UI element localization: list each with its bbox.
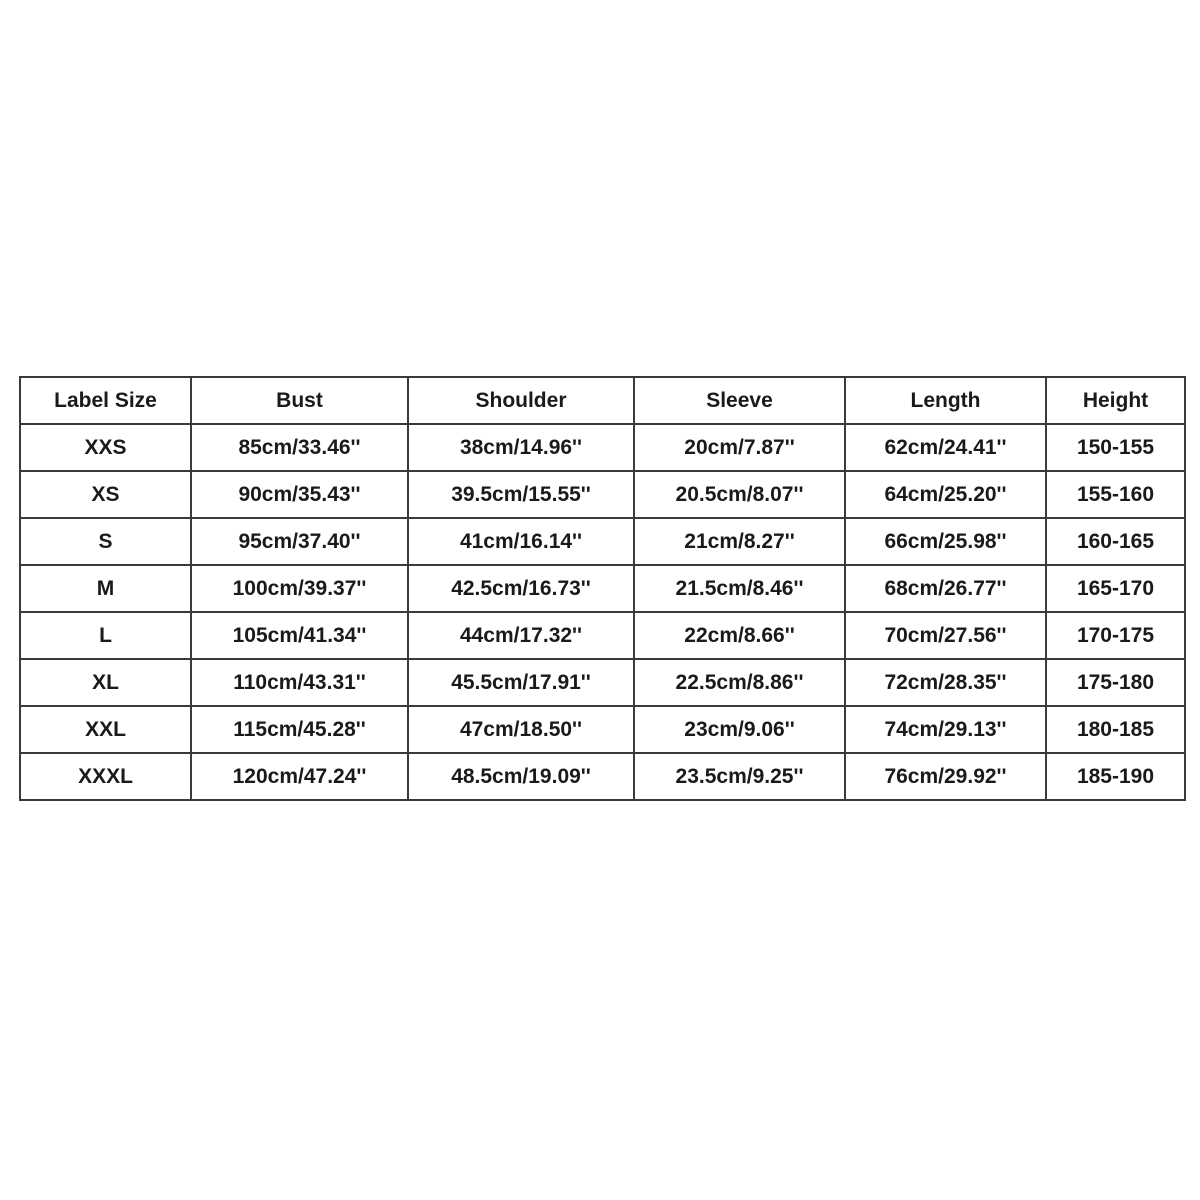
- cell-sleeve: 23.5cm/9.25'': [634, 753, 845, 800]
- table-row: [20, 565, 1185, 612]
- table-row: [20, 706, 1185, 753]
- cell-label-size: XXS: [20, 424, 191, 471]
- cell-height: 170-175: [1046, 612, 1185, 659]
- cell-shoulder: 39.5cm/15.55'': [408, 471, 634, 518]
- cell-label-size: XXL: [20, 706, 191, 753]
- header-sleeve: Sleeve: [634, 377, 845, 424]
- cell-shoulder: 47cm/18.50'': [408, 706, 634, 753]
- cell-shoulder: 48.5cm/19.09'': [408, 753, 634, 800]
- cell-height: 180-185: [1046, 706, 1185, 753]
- table-row: [20, 424, 1185, 471]
- table-row: [20, 612, 1185, 659]
- size-chart-table: [19, 376, 1186, 801]
- header-bust: Bust: [191, 377, 408, 424]
- cell-bust: 115cm/45.28'': [191, 706, 408, 753]
- cell-label-size: XXXL: [20, 753, 191, 800]
- cell-bust: 105cm/41.34'': [191, 612, 408, 659]
- cell-bust: 100cm/39.37'': [191, 565, 408, 612]
- cell-length: 76cm/29.92'': [845, 753, 1046, 800]
- cell-shoulder: 41cm/16.14'': [408, 518, 634, 565]
- cell-length: 72cm/28.35'': [845, 659, 1046, 706]
- cell-bust: 90cm/35.43'': [191, 471, 408, 518]
- cell-sleeve: 21cm/8.27'': [634, 518, 845, 565]
- header-label-size: Label Size: [20, 377, 191, 424]
- header-shoulder: Shoulder: [408, 377, 634, 424]
- cell-height: 160-165: [1046, 518, 1185, 565]
- cell-sleeve: 21.5cm/8.46'': [634, 565, 845, 612]
- cell-label-size: L: [20, 612, 191, 659]
- table-row: [20, 753, 1185, 800]
- cell-sleeve: 22.5cm/8.86'': [634, 659, 845, 706]
- table-row: [20, 659, 1185, 706]
- cell-shoulder: 45.5cm/17.91'': [408, 659, 634, 706]
- cell-shoulder: 38cm/14.96'': [408, 424, 634, 471]
- cell-bust: 120cm/47.24'': [191, 753, 408, 800]
- cell-sleeve: 20cm/7.87'': [634, 424, 845, 471]
- cell-shoulder: 44cm/17.32'': [408, 612, 634, 659]
- cell-length: 64cm/25.20'': [845, 471, 1046, 518]
- cell-label-size: XS: [20, 471, 191, 518]
- cell-length: 62cm/24.41'': [845, 424, 1046, 471]
- table-row: [20, 518, 1185, 565]
- cell-bust: 110cm/43.31'': [191, 659, 408, 706]
- cell-bust: 85cm/33.46'': [191, 424, 408, 471]
- header-row: [20, 377, 1185, 424]
- cell-height: 155-160: [1046, 471, 1185, 518]
- cell-sleeve: 22cm/8.66'': [634, 612, 845, 659]
- cell-label-size: S: [20, 518, 191, 565]
- header-length: Length: [845, 377, 1046, 424]
- cell-height: 165-170: [1046, 565, 1185, 612]
- cell-label-size: XL: [20, 659, 191, 706]
- header-height: Height: [1046, 377, 1185, 424]
- cell-sleeve: 20.5cm/8.07'': [634, 471, 845, 518]
- cell-sleeve: 23cm/9.06'': [634, 706, 845, 753]
- cell-label-size: M: [20, 565, 191, 612]
- cell-length: 74cm/29.13'': [845, 706, 1046, 753]
- cell-length: 66cm/25.98'': [845, 518, 1046, 565]
- cell-height: 175-180: [1046, 659, 1185, 706]
- cell-height: 185-190: [1046, 753, 1185, 800]
- cell-height: 150-155: [1046, 424, 1185, 471]
- cell-shoulder: 42.5cm/16.73'': [408, 565, 634, 612]
- cell-length: 68cm/26.77'': [845, 565, 1046, 612]
- cell-bust: 95cm/37.40'': [191, 518, 408, 565]
- table-row: [20, 471, 1185, 518]
- cell-length: 70cm/27.56'': [845, 612, 1046, 659]
